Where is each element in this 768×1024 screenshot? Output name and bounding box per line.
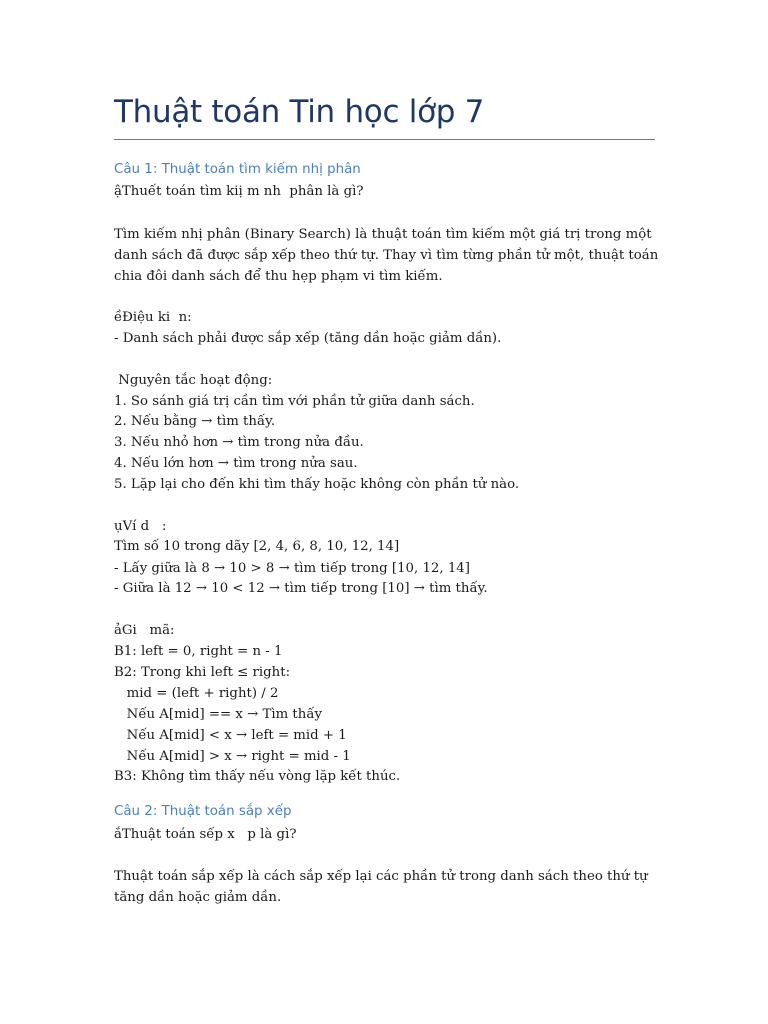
principle-label: Nguyên tắc hoạt động:: [114, 373, 273, 388]
pseudocode-line: Nếu A[mid] < x → left = mid + 1: [114, 728, 347, 743]
principle-step: 3. Nếu nhỏ hơn → tìm trong nửa đầu.: [114, 435, 364, 450]
principle-step: 4. Nếu lớn hơn → tìm trong nửa sau.: [114, 456, 358, 471]
condition-label: ềĐiệu ki n:: [114, 310, 192, 325]
section-2-heading: Câu 2: Thuật toán sắp xếp: [114, 804, 292, 819]
section-2-definition-line: tăng dần hoặc giảm dần.: [114, 890, 282, 905]
document-title: Thuật toán Tin học lớp 7: [114, 94, 485, 130]
section-1-question: ậThuết toán tìm kiị m nh phân là gì?: [114, 184, 364, 199]
pseudocode-line: B1: left = 0, right = n - 1: [114, 644, 283, 659]
section-2-definition-line: Thuật toán sắp xếp là cách sắp xếp lại các phần tử trong danh sách theo thứ tự: [114, 869, 648, 884]
pseudocode-line: mid = (left + right) / 2: [114, 686, 279, 701]
principle-step: 1. So sánh giá trị cần tìm với phần tử giữa danh sách.: [114, 394, 475, 409]
condition-text: - Danh sách phải được sắp xếp (tăng dần hoặc giảm dần).: [114, 331, 502, 346]
example-line: Tìm số 10 trong dãy [2, 4, 6, 8, 10, 12, 14]: [114, 539, 400, 554]
section-1-definition-line: chia đôi danh sách để thu hẹp phạm vi tìm kiếm.: [114, 269, 443, 284]
pseudocode-line: B2: Trong khi left ≤ right:: [114, 665, 291, 680]
example-label: ụVí d :: [114, 519, 167, 534]
pseudocode-line: Nếu A[mid] == x → Tìm thấy: [114, 707, 322, 722]
pseudocode-label: ảGi mã:: [114, 623, 175, 638]
section-1-definition-line: danh sách đã được sắp xếp theo thứ tự. Thay vì tìm từng phần tử một, thuật toán: [114, 248, 659, 263]
principle-step: 5. Lặp lại cho đến khi tìm thấy hoặc không còn phần tử nào.: [114, 477, 520, 492]
title-underline: [114, 139, 655, 140]
principle-step: 2. Nếu bằng → tìm thấy.: [114, 414, 276, 429]
example-line: - Giữa là 12 → 10 < 12 → tìm tiếp trong [10] → tìm thấy.: [114, 581, 488, 596]
section-1-definition-line: Tìm kiếm nhị phân (Binary Search) là thuật toán tìm kiếm một giá trị trong một: [114, 227, 652, 242]
section-1-heading: Câu 1: Thuật toán tìm kiếm nhị phân: [114, 162, 361, 177]
pseudocode-line: Nếu A[mid] > x → right = mid - 1: [114, 749, 351, 764]
example-line: - Lấy giữa là 8 → 10 > 8 → tìm tiếp trong [10, 12, 14]: [114, 561, 470, 576]
pseudocode-line: B3: Không tìm thấy nếu vòng lặp kết thúc.: [114, 769, 401, 784]
section-2-question: ắThuật toán sếp x p là gì?: [114, 827, 297, 842]
